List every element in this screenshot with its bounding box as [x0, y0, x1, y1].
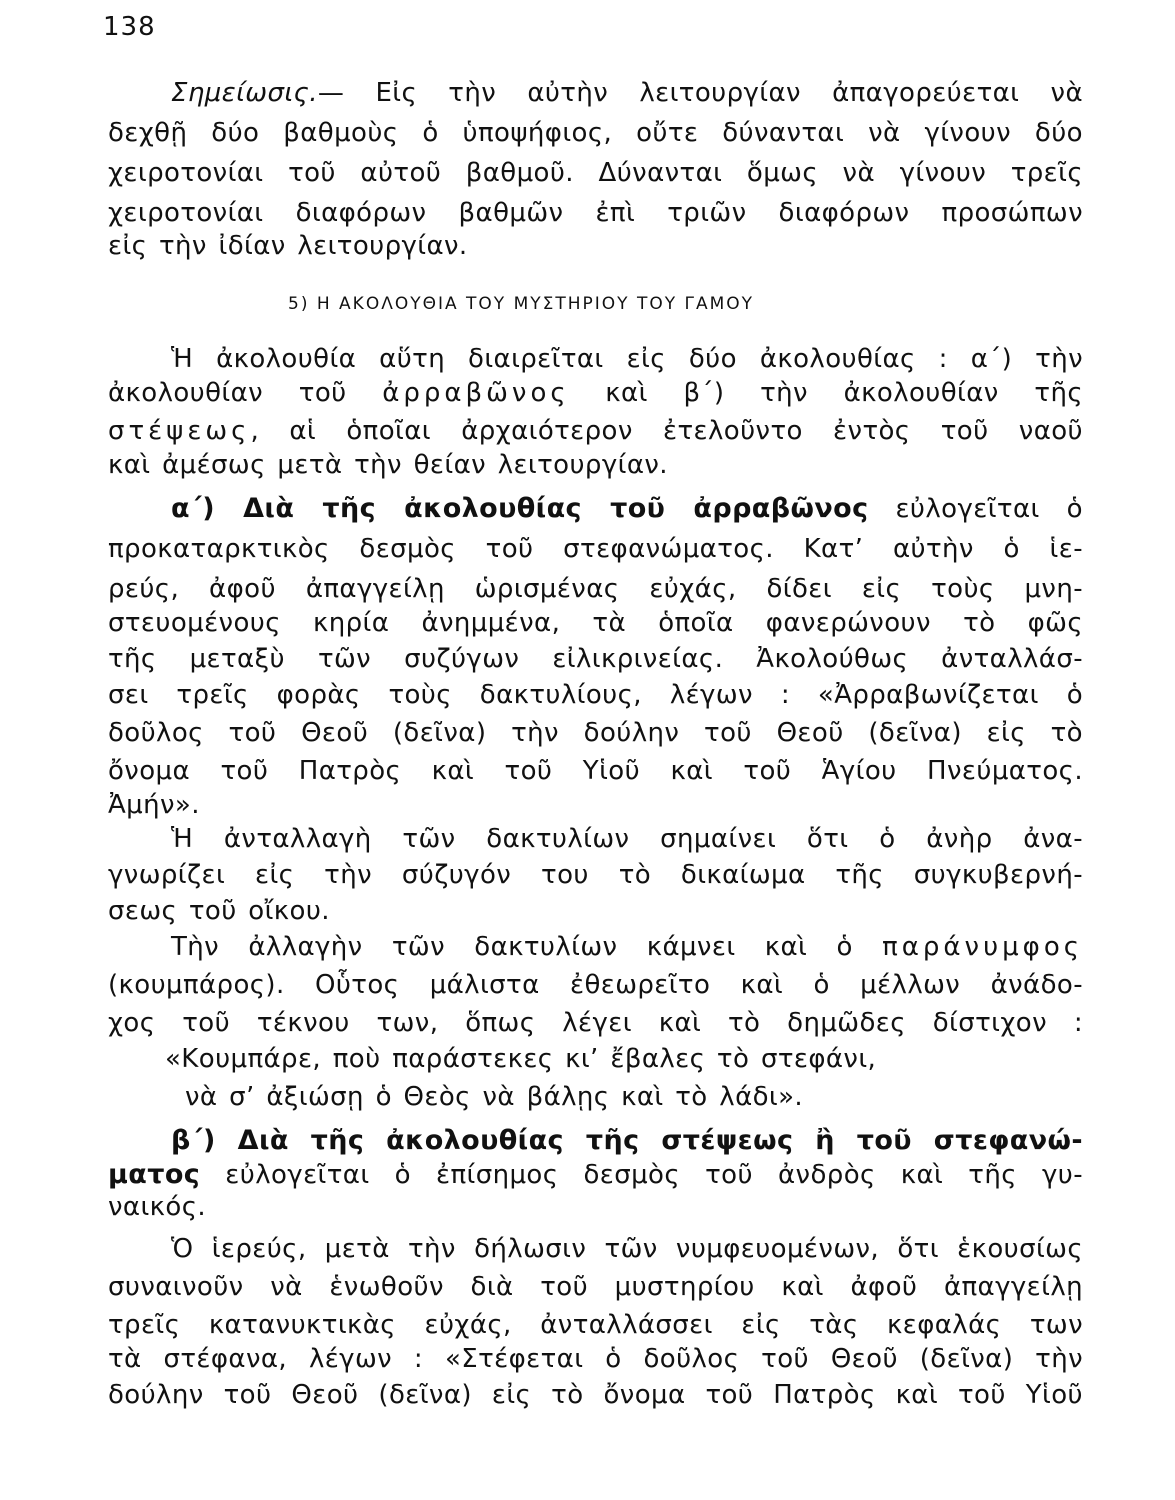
couplet-verse-1: «Κουμπάρε, ποὺ παράστεκες κι’ ἔβαλες τὸ στεφάνι, — [165, 1044, 877, 1074]
intro-text: καὶ β΄) τὴν ἀκολουθίαν τῆς — [569, 378, 1083, 408]
crowning-line-3: ναικός. — [108, 1192, 207, 1222]
intro-text: , αἱ ὁποῖαι ἀρχαιότερον ἐτελοῦντο ἐντὸς τοῦ ναοῦ — [250, 416, 1083, 446]
note-line-1 — [171, 76, 1083, 110]
rings-line-2: γνωρίζει εἰς τὴν σύζυγόν του τὸ δικαίωμα τῆς συγκυβερνή- — [108, 860, 1083, 890]
term-paranymphos: παράνυμφος — [882, 932, 1083, 962]
crowning-text: εὐλογεῖται ὁ ἐπίσημος δεσμὸς τοῦ ἀνδρὸς καὶ τῆς γυ- — [200, 1160, 1083, 1190]
betrothal-line-7: δοῦλος τοῦ Θεοῦ (δεῖνα) τὴν δούλην τοῦ Θεοῦ (δεῖνα) εἰς τὸ — [108, 718, 1083, 748]
intro-line-4: καὶ ἀμέσως μετὰ τὴν θείαν λειτουργίαν. — [108, 450, 668, 480]
note-dash: — — [317, 78, 376, 108]
best-man-text: Τὴν ἀλλαγὴν τῶν δακτυλίων κάμνει καὶ ὁ — [171, 932, 883, 962]
term-betrothal: ἀρραβῶνος — [382, 378, 570, 408]
note-line-3: χειροτονίαι τοῦ αὐτοῦ βαθμοῦ. Δύνανται ὅμως νὰ γίνουν τρεῖς — [108, 158, 1083, 188]
note-label: Σημείωσις. — [171, 78, 318, 108]
intro-text: ἀκολουθίαν τοῦ — [108, 378, 383, 408]
betrothal-line-5: τῆς μεταξὺ τῶν συζύγων εἰλικρινείας. Ἀκολούθως ἀνταλλάσ- — [108, 644, 1083, 674]
betrothal-line-2: προκαταρκτικὸς δεσμὸς τοῦ στεφανώματος. Κατ’ αὐτὴν ὁ ἱε- — [108, 534, 1083, 564]
betrothal-line-9: Ἀμήν». — [108, 790, 200, 820]
priest-line-1: Ὁ ἱερεύς, μετὰ τὴν δήλωσιν τῶν νυμφευομένων, ὅτι ἑκουσίως — [171, 1234, 1083, 1264]
couplet-verse-2: νὰ σ’ ἀξιώσῃ ὁ Θεὸς νὰ βάλῃς καὶ τὸ λάδι». — [185, 1082, 804, 1112]
page-number: 138 — [103, 12, 156, 42]
note-line-4: χειροτονίαι διαφόρων βαθμῶν ἐπὶ τριῶν διαφόρων προσώπων — [108, 198, 1083, 228]
betrothal-line-1 — [171, 492, 1083, 526]
crowning-bold-word: ματος — [108, 1159, 201, 1190]
priest-line-3: τρεῖς κατανυκτικὰς εὐχάς, ἀνταλλάσσει εἰς τὰς κεφαλάς των — [108, 1310, 1083, 1340]
crowning-line-2 — [108, 1158, 1083, 1192]
rings-line-1: Ἡ ἀνταλλαγὴ τῶν δακτυλίων σημαίνει ὅτι ὁ ἀνὴρ ἀνα- — [171, 824, 1083, 854]
intro-line-3 — [108, 414, 1083, 448]
best-man-line-1 — [171, 930, 1083, 964]
betrothal-line-6: σει τρεῖς φορὰς τοὺς δακτυλίους, λέγων : «Ἀρραβωνίζεται ὁ — [108, 680, 1083, 710]
note-text: Εἰς τὴν αὐτὴν λειτουργίαν ἀπαγορεύεται νὰ — [375, 78, 1083, 108]
priest-line-2: συναινοῦν νὰ ἑνωθοῦν διὰ τοῦ μυστηρίου καὶ ἀφοῦ ἀπαγγείλῃ — [108, 1272, 1083, 1302]
rings-line-3: σεως τοῦ οἴκου. — [108, 896, 330, 926]
betrothal-bold-lead: α΄) Διὰ τῆς ἀκολουθίας τοῦ ἀρραβῶνος — [171, 493, 869, 524]
note-line-5: εἰς τὴν ἰδίαν λειτουργίαν. — [108, 231, 468, 261]
betrothal-line-8: ὄνομα τοῦ Πατρὸς καὶ τοῦ Υἱοῦ καὶ τοῦ Ἁγίου Πνεύματος. — [108, 756, 1083, 786]
section-heading: 5) Η ΑΚΟΛΟΥΘΙΑ ΤΟΥ ΜΥΣΤΗΡΙΟΥ ΤΟΥ ΓΑΜΟΥ — [288, 294, 755, 314]
betrothal-line-3: ρεύς, ἀφοῦ ἀπαγγείλῃ ὡρισμένας εὐχάς, δίδει εἰς τοὺς μνη- — [108, 574, 1083, 604]
note-line-2: δεχθῇ δύο βαθμοὺς ὁ ὑποψήφιος, οὔτε δύνανται νὰ γίνουν δύο — [108, 118, 1083, 148]
best-man-line-2: (κουμπάρος). Οὗτος μάλιστα ἐθεωρεῖτο καὶ ὁ μέλλων ἀνάδο- — [108, 970, 1083, 1000]
priest-line-5: δούλην τοῦ Θεοῦ (δεῖνα) εἰς τὸ ὄνομα τοῦ Πατρὸς καὶ τοῦ Υἱοῦ — [108, 1380, 1083, 1410]
betrothal-line-4: στευομένους κηρία ἀνημμένα, τὰ ὁποῖα φανερώνουν τὸ φῶς — [108, 608, 1083, 638]
crowning-line-1: β΄) Διὰ τῆς ἀκολουθίας τῆς στέψεως ἢ τοῦ στεφανώ- — [171, 1125, 1083, 1156]
term-crowning: στέψεως — [108, 416, 251, 446]
intro-line-2 — [108, 376, 1083, 410]
betrothal-text: εὐλογεῖται ὁ — [868, 494, 1083, 524]
priest-line-4: τὰ στέφανα, λέγων : «Στέφεται ὁ δοῦλος τοῦ Θεοῦ (δεῖνα) τὴν — [108, 1344, 1083, 1374]
intro-line-1: Ἡ ἀκολουθία αὕτη διαιρεῖται εἰς δύο ἀκολουθίας : α΄) τὴν — [171, 344, 1083, 374]
best-man-line-3: χος τοῦ τέκνου των, ὅπως λέγει καὶ τὸ δημῶδες δίστιχον : — [108, 1008, 1083, 1038]
